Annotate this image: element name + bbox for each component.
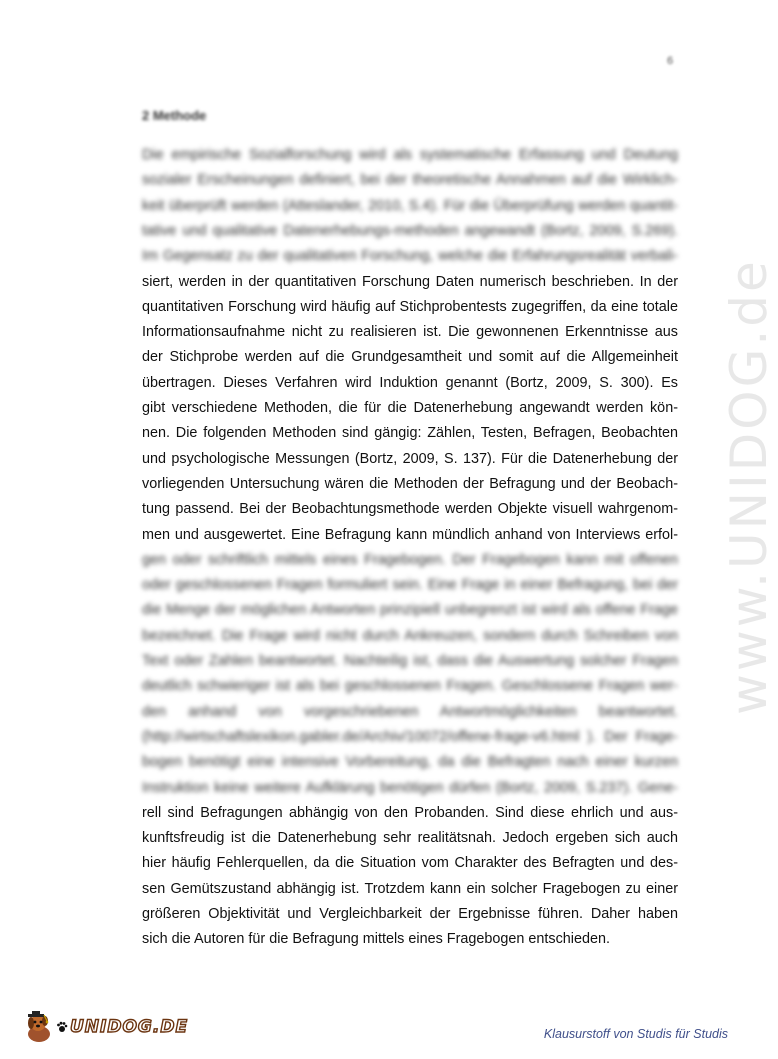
text-line: bogen benötigt eine intensive Vorbereitung, da die Befragten nach einer kurzen <box>142 754 678 771</box>
text-line: Instruktion keine weitere Aufklärung benötigen dürfen (Bortz, 2009, S.237). Gene- <box>142 779 678 796</box>
text-line: deutlich schwieriger ist als bei geschlossenen Fragen. Geschlossene Fragen wer- <box>142 678 678 695</box>
text-line: und psychologische Messungen (Bortz, 2009, S. 137). Für die Datenerhebung der <box>142 450 678 467</box>
text-line: oder geschlossenen Fragen formuliert sein. Eine Frage in einer Befragung, bei der <box>142 577 678 594</box>
text-line: keit überprüft werden (Atteslander, 2010, S.4). Für die Überprüfung werden quantit- <box>142 197 678 214</box>
text-line: sich die Autoren für die Befragung mittels eines Fragebogen entschieden. <box>142 931 610 948</box>
page-number: 6 <box>667 55 674 67</box>
text-line: men und ausgewertet. Eine Befragung kann mündlich anhand von Interviews erfol- <box>142 526 678 543</box>
logo-text: UNIDOG.DE <box>70 1017 189 1037</box>
text-line: Informationsaufnahme nicht zu realisieren ist. Die gewonnenen Erkenntnisse aus <box>142 324 678 341</box>
text-line: größeren Objektivität und Vergleichbarkeit der Ergebnisse führen. Daher haben <box>142 906 678 922</box>
text-line: übertragen. Dieses Verfahren wird Induktion genannt (Bortz, 2009, S. 300). Es <box>142 374 678 391</box>
text-line: sozialer Erscheinungen definiert, bei der theoretische Annahmen auf die Wirklich- <box>142 172 678 189</box>
text-line: tative und qualitative Datenerhebungs-methoden angewandt (Bortz, 2009, S.269). <box>142 222 678 239</box>
text-line: nen. Die folgenden Methoden sind gängig: Zählen, Testen, Befragen, Beobachten <box>142 425 678 442</box>
section-heading: 2 Methode <box>142 108 207 123</box>
text-line: sen Gemütszustand abhängig ist. Trotzdem kann ein solcher Fragebogen zu einer <box>142 880 678 897</box>
text-line: gibt verschiedene Methoden, die für die Datenerhebung angewandt werden kön- <box>142 400 678 416</box>
text-line: hier häufig Fehlerquellen, da die Situation vom Charakter des Befragten und des- <box>142 855 678 872</box>
dog-mascot-icon <box>22 1010 56 1044</box>
text-line: Im Gegensatz zu der qualitativen Forschung, welche die Erfahrungsrealität verbali- <box>142 248 678 265</box>
text-line: quantitativen Forschung wird häufig auf Stichprobentests zugegriffen, da eine totale <box>142 298 678 315</box>
text-line: gen oder schriftlich mittels eines Fragebogen. Der Fragebogen kann mit offenen <box>142 551 678 568</box>
unidog-logo[interactable] <box>22 1010 188 1044</box>
footer-slogan: Klausurstoff von Studis für Studis <box>543 1027 728 1041</box>
text-line: Die empirische Sozialforschung wird als systematische Erfassung und Deutung <box>142 147 678 163</box>
text-line: bezeichnet. Die Frage wird nicht durch Ankreuzen, sondern durch Schreiben von <box>142 627 678 644</box>
text-line: den anhand von vorgeschriebenen Antwortmöglichkeiten beantwortet. <box>142 703 678 720</box>
text-line: (http://wirtschaftslexikon.gabler.de/Archiv/10072/offene-frage-v6.html ). Der Frage- <box>142 728 678 745</box>
text-line: rell sind Befragungen abhängig von den Probanden. Sind diese ehrlich und aus- <box>142 804 678 821</box>
text-line: kunftsfreudig ist die Datenerhebung sehr realitätsnah. Jedoch ergeben sich auch <box>142 830 678 847</box>
text-line: tung passend. Bei der Beobachtungsmethode werden Objekte visuell wahrgenom- <box>142 501 678 518</box>
watermark: www.UNIDOG.de <box>720 258 778 715</box>
text-line: der Stichprobe werden auf die Grundgesamtheit und somit auf die Allgemeinheit <box>142 349 678 366</box>
text-line: Text oder Zahlen beantwortet. Nachteilig ist, dass die Auswertung solcher Fragen <box>142 653 678 669</box>
text-line: siert, werden in der quantitativen Forschung Daten numerisch beschrieben. In der <box>142 273 678 290</box>
text-line: vorliegenden Untersuchung wären die Methoden der Befragung und der Beobach- <box>142 475 678 492</box>
paw-icon <box>56 1021 68 1033</box>
text-line: die Menge der möglichen Antworten prinzipiell unbegrenzt ist wird als offene Frage <box>142 602 678 619</box>
